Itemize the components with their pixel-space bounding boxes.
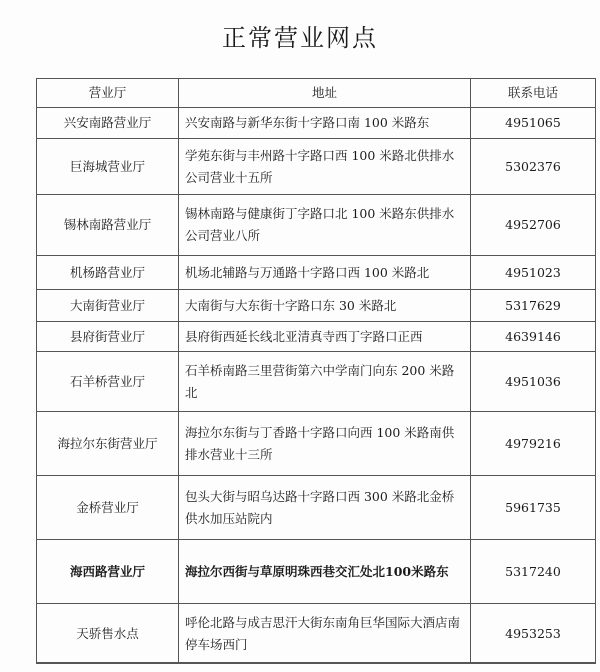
- header-phone: 联系电话: [471, 79, 596, 108]
- row-address: 兴安南路与新华东街十字路口南 100 米路东: [179, 108, 471, 139]
- row-name: 巨海城营业厅: [37, 139, 179, 195]
- row-name: 大南街营业厅: [37, 290, 179, 322]
- row-name: 锡林南路营业厅: [37, 195, 179, 256]
- row-address: 呼伦北路与成吉思汗大街东南角巨华国际大酒店南停车场西门: [179, 604, 471, 664]
- table-header-row: [37, 79, 596, 108]
- row-phone: 4951023: [471, 256, 596, 290]
- row-name: 天骄售水点: [37, 604, 179, 664]
- table-row: [37, 322, 596, 352]
- outlets-table: [36, 78, 596, 664]
- table-bottom-divider: [36, 662, 595, 663]
- row-name: 县府街营业厅: [37, 322, 179, 352]
- row-address: 学苑东街与丰州路十字路口西 100 米路北供排水公司营业十五所: [179, 139, 471, 195]
- table-row: [37, 604, 596, 664]
- row-address: 包头大街与昭乌达路十字路口西 300 米路北金桥供水加压站院内: [179, 476, 471, 540]
- header-name: 营业厅: [37, 79, 179, 108]
- row-address: 锡林南路与健康街丁字路口北 100 米路东供排水公司营业八所: [179, 195, 471, 256]
- row-name: 海西路营业厅: [37, 540, 179, 604]
- table-row: [37, 412, 596, 476]
- row-phone: 4951036: [471, 352, 596, 412]
- row-address: 大南街与大东街十字路口东 30 米路北: [179, 290, 471, 322]
- row-phone: 4639146: [471, 322, 596, 352]
- table-row: [37, 540, 596, 604]
- row-address: 石羊桥南路三里营街第六中学南门向东 200 米路北: [179, 352, 471, 412]
- row-phone: 4979216: [471, 412, 596, 476]
- table-row: [37, 108, 596, 139]
- row-address: 海拉尔西街与草原明珠西巷交汇处北100米路东: [179, 540, 471, 604]
- row-name: 机杨路营业厅: [37, 256, 179, 290]
- row-name: 金桥营业厅: [37, 476, 179, 540]
- row-phone: 5302376: [471, 139, 596, 195]
- table-row: [37, 256, 596, 290]
- row-name: 石羊桥营业厅: [37, 352, 179, 412]
- row-phone: 5317240: [471, 540, 596, 604]
- row-phone: 4953253: [471, 604, 596, 664]
- row-phone: 5961735: [471, 476, 596, 540]
- row-name: 兴安南路营业厅: [37, 108, 179, 139]
- table-row: [37, 290, 596, 322]
- row-address: 机场北辅路与万通路十字路口西 100 米路北: [179, 256, 471, 290]
- table-row: [37, 352, 596, 412]
- row-phone: 5317629: [471, 290, 596, 322]
- table-row: [37, 476, 596, 540]
- header-address: 地址: [179, 79, 471, 108]
- row-name: 海拉尔东街营业厅: [37, 412, 179, 476]
- page-title: 正常营业网点: [222, 24, 378, 52]
- row-address: 县府街西延长线北亚清真寺西丁字路口正西: [179, 322, 471, 352]
- row-address: 海拉尔东街与丁香路十字路口向西 100 米路南供排水营业十三所: [179, 412, 471, 476]
- row-phone: 4952706: [471, 195, 596, 256]
- table-row: [37, 139, 596, 195]
- row-phone: 4951065: [471, 108, 596, 139]
- table-row: [37, 195, 596, 256]
